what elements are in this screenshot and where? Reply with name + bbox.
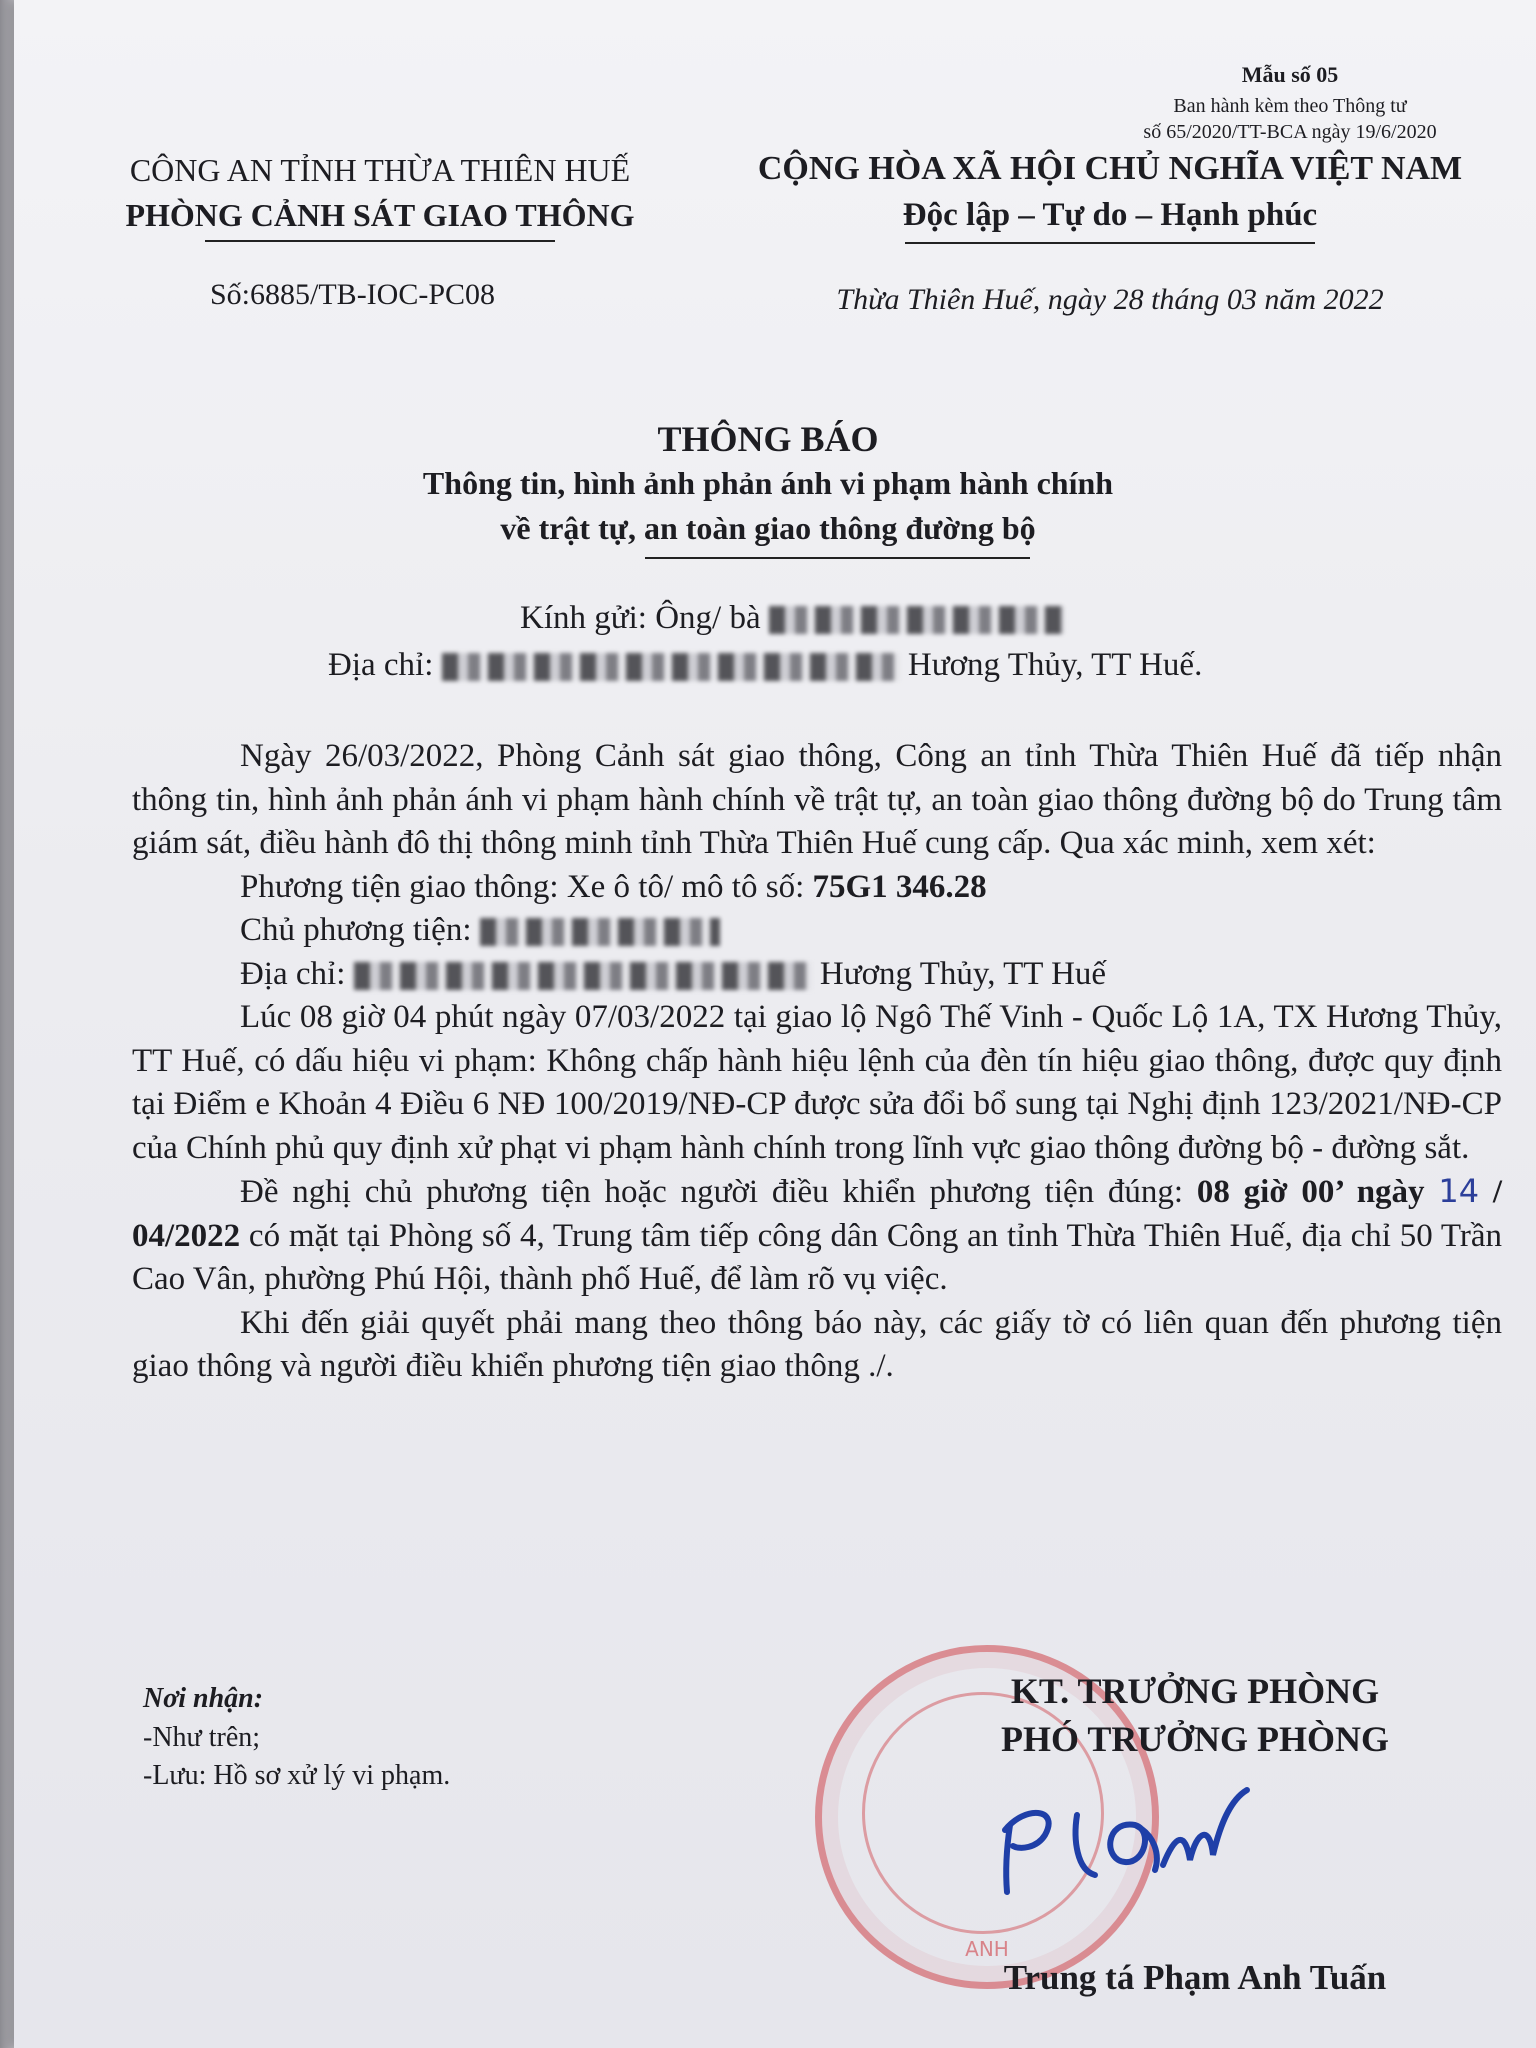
owner-address-label: Địa chỉ: [240,955,346,992]
signer-title-2: PHÓ TRƯỞNG PHÒNG [1000,1719,1389,1759]
address-visible: Hương Thủy, TT Huế. [907,647,1203,683]
signer-name: Trung tá Phạm Anh Tuấn [1003,1958,1387,1997]
vehicle-plate: 75G1 346.28 [812,868,987,905]
recipients-label: Nơi nhận: [143,1683,264,1714]
form-reference-line-1: Ban hành kèm theo Thông tư [1173,95,1407,117]
issue-date: Thừa Thiên Huế, ngày 28 tháng 03 năm 2022 [836,283,1384,316]
department-name: PHÒNG CẢNH SÁT GIAO THÔNG [125,197,635,233]
address-label: Địa chỉ: [328,647,434,683]
redacted-address [442,653,900,681]
document-subtitle-1: Thông tin, hình ảnh phản ánh vi phạm hành chính [422,465,1114,501]
vehicle-line [132,866,1502,910]
vehicle-label: Phương tiện giao thông: Xe ô tô/ mô tô số: [240,868,805,905]
motto-underline [905,242,1315,244]
recipient-item-2: -Lưu: Hồ sơ xử lý vi phạm. [143,1760,451,1791]
redacted-owner-address [354,962,812,990]
owner-line [132,909,1502,953]
signer-title-1: KT. TRƯỞNG PHÒNG [1010,1671,1380,1711]
document-number: Số:6885/TB-IOC-PC08 [210,278,496,311]
agency-name: CÔNG AN TỈNH THỪA THIÊN HUẾ [129,152,631,188]
request-suffix: có mặt tại Phòng số 4, Trung tâm tiếp công dân Công an tỉnh Thừa Thiên Huế, địa chỉ 50 Trần Cao Vân, phường Phú Hội, thành phố Huế, để làm rõ vụ việc. [132,1217,1502,1297]
intro-paragraph: Ngày 26/03/2022, Phòng Cảnh sát giao thông, Công an tỉnh Thừa Thiên Huế đã tiếp nhận thông tin, hình ảnh phản ánh vi phạm hành chính về trật tự, an toàn giao thông đường bộ do Trung tâm giám sát, điều hành đô thị thông minh tỉnh Thừa Thiên Huế cung cấp. Qua xác minh, xem xét: [132,738,1502,861]
department-underline [205,240,555,242]
form-reference-line-2: số 65/2020/TT-BCA ngày 19/6/2020 [1143,121,1437,143]
redacted-owner [480,918,720,946]
document-body [132,735,1502,1389]
nation-motto: Độc lập – Tự do – Hạnh phúc [902,197,1318,233]
document-title: THÔNG BÁO [657,419,879,459]
title-underline [645,557,1030,559]
violation-paragraph: Lúc 08 giờ 04 phút ngày 07/03/2022 tại giao lộ Ngô Thế Vinh - Quốc Lộ 1A, TX Hương Thủy, TT Huế, có dấu hiệu vi phạm: Không chấp hành hiệu lệnh của đèn tín hiệu giao thông, được quy định tại Điểm e Khoản 4 Điều 6 NĐ 100/2019/NĐ-CP được sửa đổi bổ sung tại Nghị định 123/2021/NĐ-CP của Chính phủ quy định xử phạt vi phạm hành chính trong lĩnh vực giao thông đường bộ - đường sắt. [132,999,1502,1166]
request-month-year: / 04/2022 [132,1174,1502,1254]
recipient-item-1: -Như trên; [143,1722,261,1753]
nation-name: CỘNG HÒA XÃ HỘI CHỦ NGHĨA VIỆT NAM [757,150,1463,187]
request-paragraph [132,1170,1502,1302]
recipient-greeting [520,600,1064,637]
recipient-address [328,647,1202,684]
request-time: 08 giờ 00’ ngày [1196,1174,1425,1210]
request-prefix: Đề nghị chủ phương tiện hoặc người điều khiển phương tiện đúng: [240,1174,1184,1210]
stamp-text: ANH [965,1937,1009,1961]
form-number: Mẫu số 05 [1241,62,1339,87]
document-subtitle-2: về trật tự, an toàn giao thông đường bộ [500,510,1036,546]
owner-label: Chủ phương tiện: [240,912,472,948]
owner-address-visible: Hương Thủy, TT Huế [819,955,1107,992]
handwritten-day: 14 [1438,1172,1480,1210]
handwritten-signature [985,1780,1255,1910]
greeting-label: Kính gửi: Ông/ bà [520,600,761,636]
redacted-name [769,606,1064,634]
owner-address-line [132,953,1502,997]
closing-paragraph: Khi đến giải quyết phải mang theo thông báo này, các giấy tờ có liên quan đến phương tiện giao thông và người điều khiển phương tiện giao thông ./. [132,1304,1502,1384]
book-binding-edge [0,0,14,2048]
